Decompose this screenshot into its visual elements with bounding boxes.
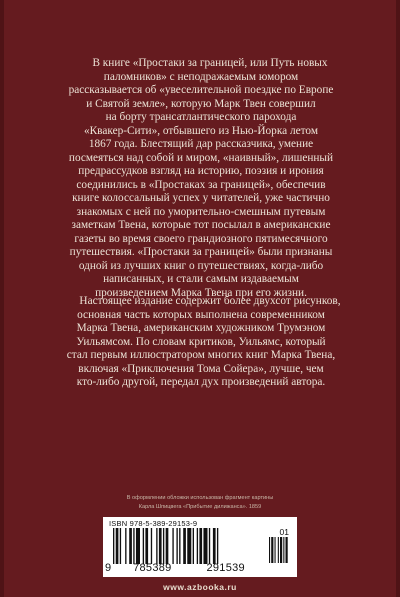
barcode-addon-bar bbox=[275, 537, 276, 563]
barcode-bar bbox=[217, 528, 218, 564]
barcode-bar bbox=[156, 528, 157, 564]
barcode-addon-bar bbox=[283, 537, 284, 563]
annotation-paragraph-1 bbox=[40, 57, 362, 300]
annotation-paragraph-2 bbox=[40, 295, 362, 390]
credit-line-2: Карла Шпицвега «Прибытие дилижанса». 1859 bbox=[138, 503, 262, 510]
barcode-bar bbox=[193, 528, 194, 564]
barcode-bar bbox=[116, 528, 119, 564]
barcode-bar bbox=[113, 528, 114, 564]
text-line: газеты во время своего грандиозного пятимесячного bbox=[74, 232, 328, 245]
barcode-addon-bars bbox=[269, 537, 293, 563]
text-line: произведением Марка Твена при его жизни. bbox=[95, 286, 307, 299]
barcode-bar bbox=[203, 528, 207, 564]
text-line: на борту трансатлантического парохода bbox=[105, 111, 297, 123]
barcode-bar bbox=[125, 528, 126, 564]
isbn-label: ISBN 978-5-389-29153-9 bbox=[109, 519, 198, 528]
barcode-digits bbox=[105, 562, 270, 574]
barcode-addon-number: 01 bbox=[279, 527, 289, 537]
barcode-addon-bar bbox=[278, 537, 279, 563]
barcode-bar bbox=[179, 528, 180, 564]
barcode-addon-bar bbox=[286, 537, 288, 563]
text-line: одной из лучших книг о путешествиях, когда-либо bbox=[78, 259, 324, 272]
barcode-bar bbox=[159, 528, 162, 564]
text-line: «Квакер-Сити», отбывшего из Нью-Йорка летом bbox=[84, 124, 318, 137]
text-line: Марка Твена, американским художником Трумэном bbox=[76, 322, 326, 334]
text-line: заметкам Твена, которые тот посылал в американские bbox=[71, 219, 331, 231]
text-line: предрассудков взгляд на историю, поэзия и ирония bbox=[78, 165, 324, 177]
barcode-bar bbox=[163, 528, 164, 564]
text-line: соединились в «Простаках за границей», обеспечив bbox=[76, 178, 326, 191]
publisher-website[interactable]: www.azbooka.ru bbox=[163, 582, 237, 592]
barcode-bar bbox=[209, 528, 210, 564]
text-line: В книге «Простаки за границей, или Путь новых bbox=[92, 57, 328, 69]
barcode-bars bbox=[113, 528, 265, 564]
isbn-barcode bbox=[103, 517, 297, 577]
barcode-bar bbox=[183, 528, 186, 564]
text-line: знакомых с ней по уморительно-смешным путевым bbox=[76, 205, 326, 218]
barcode-bar bbox=[120, 528, 121, 564]
text-line: стал первым иллюстратором многих книг Марка Твена, bbox=[66, 349, 336, 361]
text-line: 1867 года. Блестящий дар рассказчика, умение bbox=[88, 138, 314, 150]
text-line: и Святой земле», которую Марк Твен совершил bbox=[86, 97, 316, 110]
text-line: основная часть которых выполнена современником bbox=[77, 308, 325, 321]
barcode-bar bbox=[143, 528, 144, 564]
barcode-bar bbox=[136, 528, 140, 564]
barcode-addon-bar bbox=[269, 537, 270, 563]
text-line: путешествия. «Простаки за границей» были признаны bbox=[69, 246, 333, 258]
barcode-group-1: 785389 bbox=[133, 562, 172, 574]
text-line: Настоящее издание содержит более двухсот рисунков, bbox=[79, 295, 341, 307]
barcode-bar bbox=[172, 528, 173, 564]
barcode-bar bbox=[145, 528, 148, 564]
barcode-first-digit: 9 bbox=[105, 562, 112, 574]
barcode-group-2: 291539 bbox=[206, 562, 245, 574]
text-line: кто-либо другой, передал дух произведений автора. bbox=[76, 376, 326, 388]
text-line: посмеяться над собой и миром, «наивный», лишенный bbox=[68, 151, 334, 164]
barcode-bar bbox=[176, 528, 177, 564]
barcode-bar bbox=[129, 528, 132, 564]
barcode-bar bbox=[133, 528, 134, 564]
barcode-addon-bar bbox=[280, 537, 282, 563]
text-line: включая «Приключения Тома Сойера», лучше, чем bbox=[78, 362, 324, 375]
credit-line-1: В оформлении обложки использован фрагмент картины bbox=[126, 495, 274, 501]
barcode-bar bbox=[151, 528, 152, 564]
barcode-bar bbox=[213, 528, 216, 564]
text-line: написанных, и стали самым издаваемым bbox=[103, 273, 299, 285]
barcode-bar bbox=[166, 528, 169, 564]
barcode-bar bbox=[199, 528, 202, 564]
barcode-bar bbox=[187, 528, 191, 564]
text-line: паломников» с неподражаемым юмором bbox=[103, 70, 299, 83]
text-line: рассказывается об «увеселительной поездке по Европе bbox=[68, 84, 334, 96]
cover-art-credit bbox=[80, 494, 320, 511]
barcode-addon-bar bbox=[271, 537, 273, 563]
text-line: Уильямсом. По словам критиков, Уильямс, который bbox=[76, 335, 326, 348]
barcode-bar bbox=[197, 528, 198, 564]
text-line: книге колоссальный успех у читателей, уже частично bbox=[72, 192, 330, 204]
